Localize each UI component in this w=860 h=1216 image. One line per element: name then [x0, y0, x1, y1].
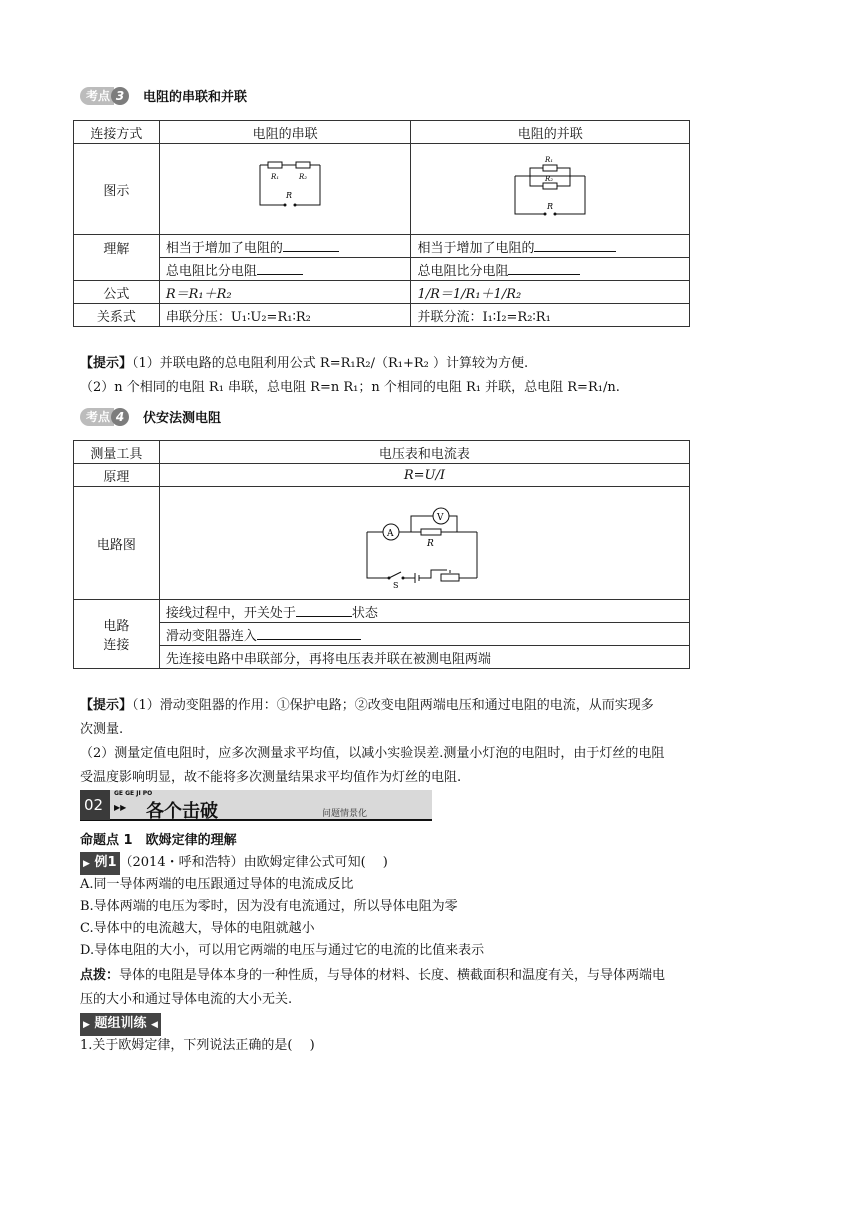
label-r: R — [286, 191, 293, 200]
example-line — [80, 852, 388, 875]
series-parallel-table — [73, 120, 690, 327]
tip-line: （1）滑动变阻器的作用：①保护电路；②改变电阻两端电压和通过电阻的电流，从而实现多 — [132, 698, 654, 713]
question-1: 1.关于欧姆定律，下列说法正确的是( ) — [80, 1038, 315, 1053]
label-r1: R₁ — [271, 173, 280, 181]
tip-line: （2）n 个相同的电阻 R₁ 串联，总电阻 R=n R₁；n 个相同的电阻 R₁ 并联，总电阻 R=R₁/n. — [80, 380, 620, 395]
tip-line: 次测量. — [80, 722, 124, 737]
col-header-mode: 连接方式 — [74, 121, 160, 144]
fill-blank — [257, 262, 303, 275]
hint-label: 点拨： — [80, 968, 120, 983]
connect-step-3: 先连接电路中串联部分，再将电压表并联在被测电阻两端 — [159, 646, 689, 669]
kaodian-number: 4 — [111, 408, 129, 426]
label-r2: R₂ — [545, 175, 554, 183]
label-r: R — [547, 202, 554, 211]
kaodian-badge: 考点 — [80, 87, 114, 105]
parallel-diagram-cell — [411, 144, 690, 235]
practice-tag: ▶ 题组训练 ◀ — [80, 1013, 161, 1036]
fill-blank — [534, 239, 616, 252]
voltammetry-circuit-diagram — [359, 494, 489, 589]
option-d: D.导体电阻的大小，可以用它两端的电压与通过它的电流的比值来表示 — [80, 943, 485, 958]
series-understand-1: 相当于增加了电阻的 — [159, 235, 411, 258]
example-tag: ▶ 例1 — [80, 852, 120, 875]
resistor-label: R — [427, 538, 435, 549]
series-diagram-cell — [159, 144, 411, 235]
fill-blank — [296, 604, 352, 617]
series-circuit-diagram — [240, 157, 330, 217]
tip-block-1 — [80, 352, 770, 400]
practice-header — [80, 1013, 161, 1036]
parallel-understand-2: 总电阻比分电阻 — [411, 258, 690, 281]
fill-blank — [283, 239, 339, 252]
tip-label: 【提示】 — [80, 698, 133, 713]
switch-label: S — [393, 580, 399, 589]
series-formula: R＝R₁＋R₂ — [159, 281, 411, 304]
section-banner — [80, 788, 432, 822]
principle-value: R=U/I — [159, 464, 689, 487]
series-relation: 串联分压：U₁∶U₂=R₁∶R₂ — [159, 304, 411, 327]
kaodian-badge: 考点 — [80, 408, 114, 426]
hint-text: 导体的电阻是导体本身的一种性质，与导体的材料、长度、横截面积和温度有关，与导体两端电 — [119, 968, 666, 983]
option-b: B.导体两端的电压为零时，因为没有电流通过，所以导体电阻为零 — [80, 899, 458, 914]
series-understand-2: 总电阻比分电阻 — [159, 258, 411, 281]
connect-label: 电路 连接 — [74, 600, 160, 669]
voltammetry-table — [73, 440, 690, 669]
fill-blank — [508, 262, 580, 275]
option-a: A.同一导体两端的电压跟通过导体的电流成反比 — [80, 877, 354, 892]
connect-step-2: 滑动变阻器连入 — [159, 623, 689, 646]
label-r1: R₁ — [545, 156, 554, 164]
parallel-relation: 并联分流：I₁∶I₂=R₂∶R₁ — [411, 304, 690, 327]
proposition-heading: 命题点 1 欧姆定律的理解 — [80, 833, 237, 848]
voltammetry-diagram-cell — [159, 487, 689, 600]
banner-underline — [80, 819, 432, 821]
kaodian-4-header — [80, 407, 221, 426]
ammeter-label: A — [387, 528, 394, 539]
row-label-relation: 关系式 — [74, 304, 160, 327]
section-title: 伏安法测电阻 — [143, 411, 222, 426]
kaodian-number: 3 — [111, 87, 129, 105]
tip-line: （2）测量定值电阻时，应多次测量求平均值，以减小实验误差.测量小灯泡的电阻时，由于灯丝的电阻 — [80, 746, 665, 761]
diagram-label: 电路图 — [74, 487, 160, 600]
row-label-diagram: 图示 — [74, 144, 160, 235]
row-label-formula: 公式 — [74, 281, 160, 304]
label-r2: R₂ — [299, 173, 308, 181]
tip-block-2 — [80, 694, 770, 790]
row-label-understand: 理解 — [74, 235, 160, 281]
kaodian-3-header — [80, 86, 247, 105]
tip-label: 【提示】 — [80, 356, 133, 371]
hint-text: 压的大小和通过导体电流的大小无关. — [80, 992, 293, 1007]
principle-label: 原理 — [74, 464, 160, 487]
voltmeter-label: V — [437, 512, 444, 523]
option-c: C.导体中的电流越大，导体的电阻就越小 — [80, 921, 315, 936]
example-text: （2014・呼和浩特）由欧姆定律公式可知( ) — [119, 855, 388, 870]
tool-label: 测量工具 — [74, 441, 160, 464]
parallel-understand-1: 相当于增加了电阻的 — [411, 235, 690, 258]
banner-subtitle: 问题情景化 — [322, 809, 368, 819]
tip-line: 受温度影响明显，故不能将多次测量结果求平均值作为灯丝的电阻. — [80, 770, 462, 785]
col-header-series: 电阻的串联 — [159, 121, 411, 144]
banner-number: 02 — [84, 796, 104, 814]
tip-line: （1）并联电路的总电阻利用公式 R=R₁R₂/（R₁+R₂ ）计算较为方便. — [132, 356, 529, 371]
banner-title: 各个击破 — [146, 801, 218, 822]
banner-pinyin: GE GE JI PO — [114, 790, 153, 797]
tool-value: 电压表和电流表 — [159, 441, 689, 464]
col-header-parallel: 电阻的并联 — [411, 121, 690, 144]
arrow-icon: ▶▶ — [114, 803, 127, 812]
parallel-circuit-diagram — [505, 152, 595, 222]
hint-block — [80, 964, 770, 1012]
fill-blank — [257, 627, 361, 640]
section-title: 电阻的串联和并联 — [143, 90, 248, 105]
parallel-formula: 1/R＝1/R₁＋1/R₂ — [411, 281, 690, 304]
connect-step-1: 接线过程中，开关处于 状态 — [159, 600, 689, 623]
